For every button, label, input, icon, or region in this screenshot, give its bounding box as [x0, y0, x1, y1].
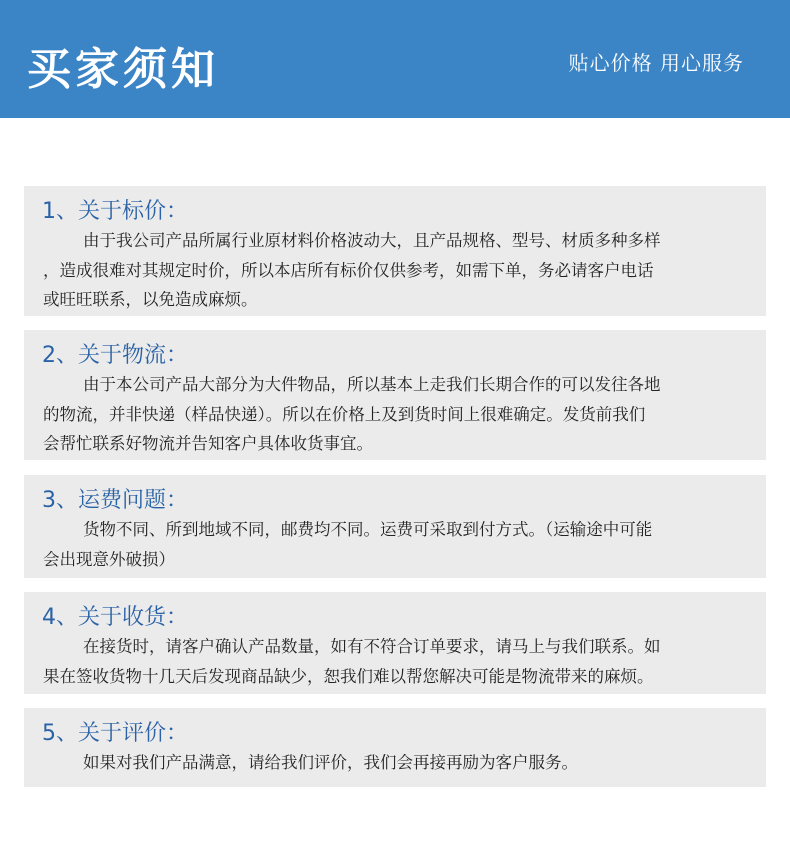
page-title: 买家须知 — [27, 44, 219, 95]
section-body — [43, 748, 755, 778]
section-heading: 2、关于物流： — [42, 343, 188, 368]
body-line: 由于我公司产品所属行业原材料价格波动大，且产品规格、型号、材质多种多样 — [83, 231, 661, 250]
section-heading: 3、运费问题： — [42, 488, 188, 513]
body-line: 如果对我们产品满意，请给我们评价，我们会再接再励为客户服务。 — [83, 753, 578, 772]
body-line: 的物流，并非快递（样品快递）。所以在价格上及到货时间上很难确定。发货前我们 — [43, 404, 646, 424]
body-line: 或旺旺联系，以免造成麻烦。 — [43, 290, 258, 309]
body-line: ，造成很难对其规定时价，所以本店所有标价仅供参考，如需下单，务必请客户电话 — [43, 260, 654, 280]
section-body — [43, 515, 755, 574]
section-receiving — [24, 592, 766, 694]
header-banner — [0, 0, 790, 118]
section-pricing — [24, 186, 766, 316]
body-line: 果在签收货物十几天后发现商品缺少，恕我们难以帮您解决可能是物流带来的麻烦。 — [43, 666, 654, 686]
section-heading: 4、关于收货： — [42, 605, 188, 630]
section-heading: 1、关于标价： — [42, 199, 188, 224]
body-line: 会出现意外破损） — [43, 549, 175, 569]
body-line: 会帮忙联系好物流并告知客户具体收货事宜。 — [43, 434, 373, 453]
page-subtitle: 贴心价格 用心服务 — [568, 51, 744, 75]
section-body — [43, 632, 755, 691]
section-shipping-fee — [24, 475, 766, 578]
section-body — [43, 226, 755, 315]
section-body — [43, 370, 755, 459]
body-line: 在接货时，请客户确认产品数量，如有不符合订单要求，请马上与我们联系。如 — [83, 637, 661, 656]
section-logistics — [24, 330, 766, 460]
section-review — [24, 708, 766, 787]
section-heading: 5、关于评价： — [42, 721, 188, 746]
body-line: 货物不同、所到地域不同，邮费均不同。运费可采取到付方式。（运输途中可能 — [83, 520, 653, 539]
body-line: 由于本公司产品大部分为大件物品，所以基本上走我们长期合作的可以发往各地 — [83, 375, 661, 394]
